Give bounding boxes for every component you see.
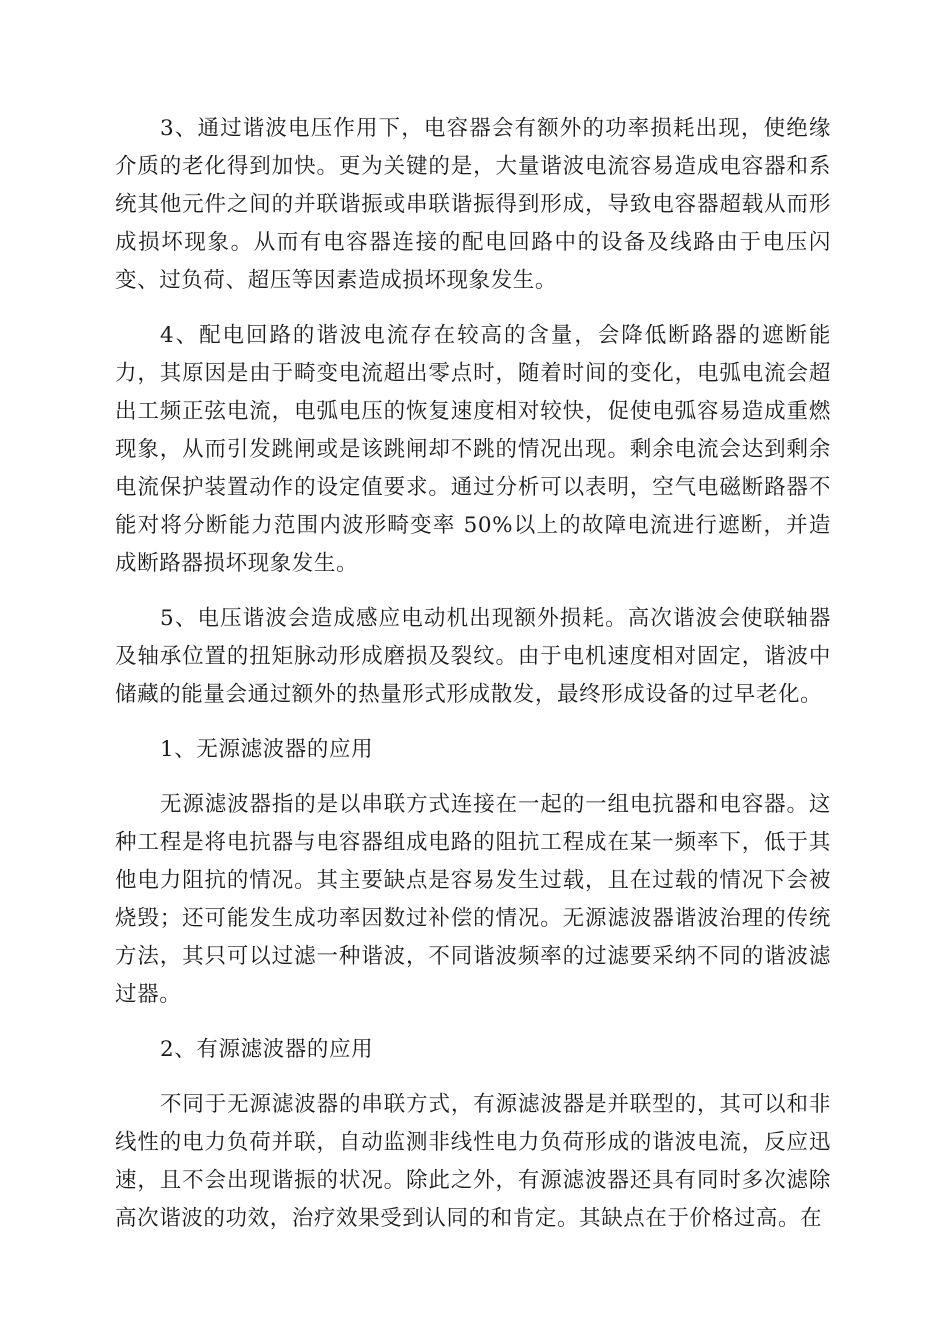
paragraph-passive-filter: 无源滤波器指的是以串联方式连接在一起的一组电抗器和电容器。这种工程是将电抗器与电容器组成电路的阻抗工程成在某一频率下，低于其他电力阻抗的情况。其主要缺点是容易发生过载，且在过载的情况下会被烧毁；还可能发生成功率因数过补偿的情况。无源滤波器谐波治理的传统方法，其只可以过滤一种谐波，不同谐波频率的过滤要采纳不同的谐波滤过器。	[115, 792, 831, 1007]
document-body	[115, 110, 831, 1255]
paragraph-circuit-breaker-harmonics: 4、配电回路的谐波电流存在较高的含量，会降低断路器的遮断能力，其原因是由于畸变电流超出零点时，随着时间的变化，电弧电流会超出工频正弦电流，电弧电压的恢复速度相对较快，促使电弧容易造成重燃现象，从而引发跳闸或是该跳闸却不跳的情况出现。剩余电流会达到剩余电流保护装置动作的设定值要求。通过分析可以表明，空气电磁断路器不能对将分断能力范围内波形畸变率 50%以上的故障电流进行遮断，并造成断路器损坏现象发生。	[115, 323, 831, 576]
paragraph-motor-harmonics: 5、电压谐波会造成感应电动机出现额外损耗。高次谐波会使联轴器及轴承位置的扭矩脉动形成磨损及裂纹。由于电机速度相对固定，谐波中储藏的能量会通过额外的热量形式形成散发，最终形成设备的过早老化。	[115, 606, 831, 707]
heading-passive-filter: 1、无源滤波器的应用	[160, 737, 374, 762]
heading-active-filter: 2、有源滤波器的应用	[160, 1037, 374, 1062]
paragraph-active-filter: 不同于无源滤波器的串联方式，有源滤波器是并联型的，其可以和非线性的电力负荷并联，自动监测非线性电力负荷形成的谐波电流，反应迅速，且不会出现谐振的状况。除此之外，有源滤波器还具有同时多次滤除高次谐波的功效，治疗效果受到认同的和肯定。其缺点在于价格过高。在	[115, 1092, 831, 1231]
paragraph-capacitor-harmonics: 3、通过谐波电压作用下，电容器会有额外的功率损耗出现，使绝缘介质的老化得到加快。更为关键的是，大量谐波电流容易造成电容器和系统其他元件之间的并联谐振或串联谐振得到形成，导致电容器超载从而形成损坏现象。从而有电容器连接的配电回路中的设备及线路由于电压闪变、过负荷、超压等因素造成损坏现象发生。	[115, 116, 831, 293]
